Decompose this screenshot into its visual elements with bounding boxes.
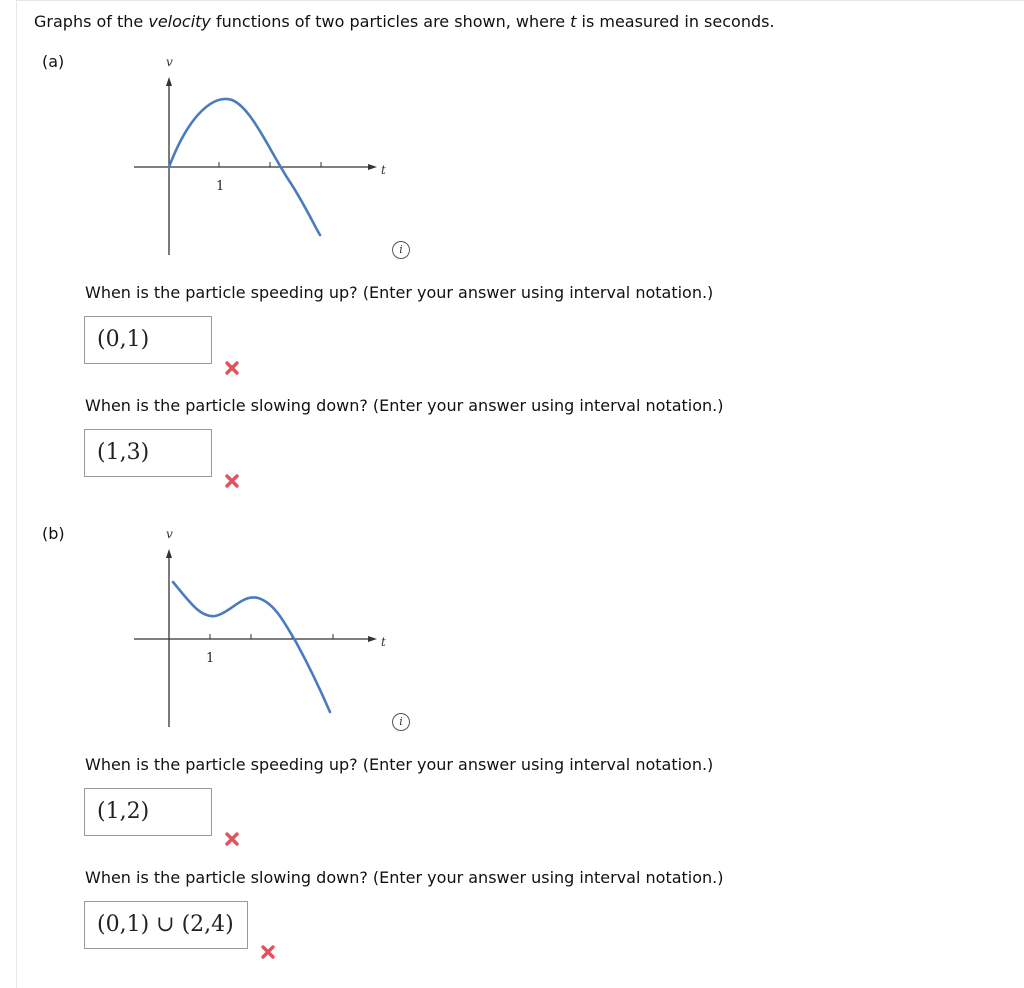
answer-input-a1[interactable]: (0,1)	[84, 316, 212, 364]
problem-intro: Graphs of the velocity functions of two particles are shown, where t is measured in seconds.	[34, 12, 775, 31]
x-axis-arrow	[368, 636, 377, 642]
x-mark-icon	[223, 359, 241, 377]
x-mark-icon	[223, 472, 241, 490]
part-b-label: (b)	[42, 524, 65, 543]
velocity-graph-a	[120, 52, 400, 262]
y-axis-arrow	[166, 549, 172, 558]
x-axis-arrow	[368, 164, 377, 170]
question-a1: When is the particle speeding up? (Enter your answer using interval notation.)	[85, 283, 714, 302]
velocity-graph-b	[120, 524, 400, 734]
answer-input-b2[interactable]: (0,1) ∪ (2,4)	[84, 901, 248, 949]
part-a-label: (a)	[42, 52, 65, 71]
question-b1: When is the particle speeding up? (Enter your answer using interval notation.)	[85, 755, 714, 774]
x-mark-icon	[259, 943, 277, 961]
info-icon[interactable]: i	[392, 241, 410, 259]
y-axis-label: v	[166, 55, 173, 69]
answer-input-a2[interactable]: (1,3)	[84, 429, 212, 477]
y-axis-label: v	[166, 527, 173, 541]
x-axis-label: t	[381, 163, 386, 177]
tick-label-1: 1	[216, 179, 225, 194]
answer-input-b1[interactable]: (1,2)	[84, 788, 212, 836]
velocity-curve	[173, 582, 330, 712]
info-icon[interactable]: i	[392, 713, 410, 731]
x-mark-icon	[223, 830, 241, 848]
tick-label-1: 1	[206, 651, 215, 666]
question-b2: When is the particle slowing down? (Enter your answer using interval notation.)	[85, 868, 724, 887]
y-axis-arrow	[166, 77, 172, 86]
question-a2: When is the particle slowing down? (Enter your answer using interval notation.)	[85, 396, 724, 415]
x-axis-label: t	[381, 635, 386, 649]
